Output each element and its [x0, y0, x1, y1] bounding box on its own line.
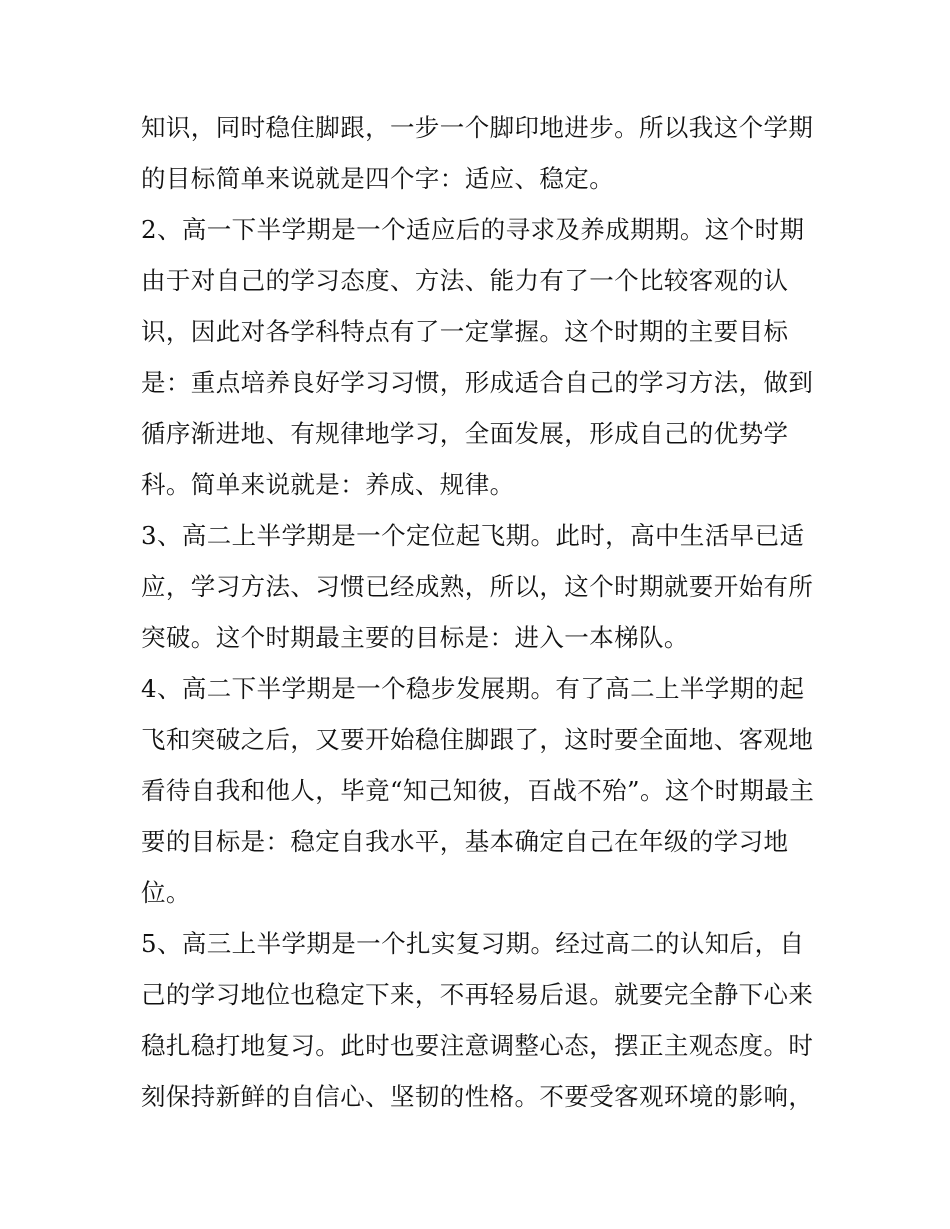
text-line: 5、高三上半学期是一个扎实复习期。经过高二的认知后，自	[141, 929, 805, 958]
text-line: 是：重点培养良好学习习惯，形成适合自己的学习方法，做到	[141, 368, 814, 397]
body-text	[141, 102, 821, 1122]
text-line: 知识，同时稳住脚跟，一步一个脚印地进步。所以我这个学期	[141, 113, 814, 142]
text-line: 3、高二上半学期是一个定位起飞期。此时，高中生活早已适	[141, 521, 805, 550]
text-line: 的目标简单来说就是四个字：适应、稳定。	[141, 164, 615, 193]
text-line: 2、高一下半学期是一个适应后的寻求及养成期期。这个时期	[141, 215, 805, 244]
text-line: 应，学习方法、习惯已经成熟，所以，这个时期就要开始有所	[141, 572, 814, 601]
text-line: 看待自我和他人，毕竟“知己知彼，百战不殆”。这个时期最主	[141, 776, 815, 805]
text-line: 突破。这个时期最主要的目标是：进入一本梯队。	[141, 623, 689, 652]
text-line: 刻保持新鲜的自信心、坚韧的性格。不要受客观环境的影响，	[141, 1082, 814, 1111]
text-line: 4、高二下半学期是一个稳步发展期。有了高二上半学期的起	[141, 674, 805, 703]
text-line: 飞和突破之后，又要开始稳住脚跟了，这时要全面地、客观地	[141, 725, 814, 754]
text-line: 要的目标是：稳定自我水平，基本确定自己在年级的学习地	[141, 827, 789, 856]
text-line: 位。	[141, 878, 191, 907]
text-line: 稳扎稳打地复习。此时也要注意调整心态，摆正主观态度。时	[141, 1031, 814, 1060]
text-line: 己的学习地位也稳定下来，不再轻易后退。就要完全静下心来	[141, 980, 814, 1009]
text-line: 循序渐进地、有规律地学习，全面发展，形成自己的优势学	[141, 419, 789, 448]
text-line: 识，因此对各学科特点有了一定掌握。这个时期的主要目标	[141, 317, 789, 346]
text-line: 科。简单来说就是：养成、规律。	[141, 470, 515, 499]
text-line: 由于对自己的学习态度、方法、能力有了一个比较客观的认	[141, 266, 789, 295]
